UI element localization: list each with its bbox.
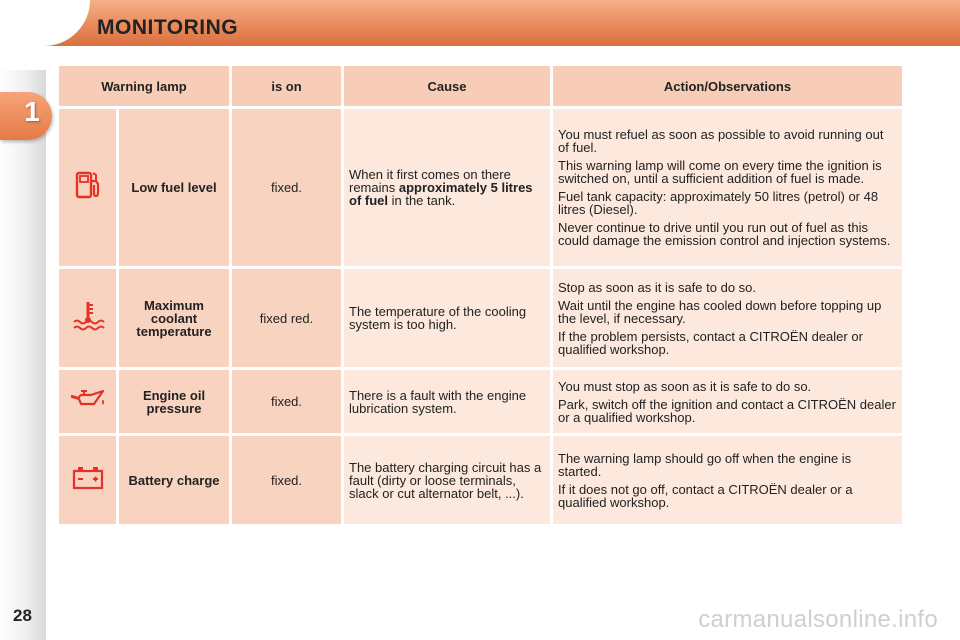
cause-text-post: in the tank. (388, 193, 456, 208)
lamp-name: Battery charge (119, 436, 229, 524)
cause-text (344, 109, 550, 266)
battery-icon (71, 478, 105, 495)
lamp-icon-cell (59, 109, 116, 266)
table-row (59, 109, 902, 266)
action-paragraph: You must stop as soon as it is safe to do so. (558, 378, 812, 394)
action-paragraph: Wait until the engine has cooled down before topping up the level, if necessary. (558, 297, 882, 326)
table-row (59, 269, 902, 367)
table-row (59, 436, 902, 524)
page-title: MONITORING (97, 16, 239, 39)
lamp-name: Maximum coolant temperature (119, 269, 229, 367)
is-on-value: fixed. (232, 109, 341, 266)
is-on-value: fixed. (232, 370, 341, 433)
action-paragraph: Never continue to drive until you run out of fuel as this could damage the emission control and injection systems. (558, 220, 891, 248)
chapter-number: 1 (24, 96, 40, 127)
cause-text-pre: When it first comes on there remains (349, 167, 511, 195)
fuel-pump-icon (71, 189, 105, 206)
action-text (553, 370, 902, 433)
coolant-temperature-icon (71, 320, 105, 337)
header-action: Action/Observations (553, 66, 902, 106)
header-cause: Cause (344, 66, 550, 106)
is-on-value: fixed. (232, 436, 341, 524)
table-row (59, 370, 902, 433)
action-text (553, 109, 902, 266)
action-text (553, 436, 902, 524)
action-paragraph: This warning lamp will come on every time the ignition is switched on, until a sufficient addition of fuel is made. (558, 158, 882, 186)
lamp-icon-cell (59, 269, 116, 367)
is-on-value: fixed red. (232, 269, 341, 367)
cause-text-bold: approximately 5 litres of fuel (349, 180, 533, 208)
header-warning-lamp: Warning lamp (59, 66, 229, 106)
lamp-name: Engine oil pressure (119, 370, 229, 433)
action-paragraph: Fuel tank capacity: approximately 50 litres (petrol) or 48 litres (Diesel). (558, 189, 879, 217)
header-is-on: is on (232, 66, 341, 106)
monitoring-table (56, 63, 905, 527)
cause-text: The temperature of the cooling system is too high. (344, 269, 550, 367)
cause-text: There is a fault with the engine lubrication system. (344, 370, 550, 433)
oil-can-icon (69, 399, 107, 416)
side-strip (0, 70, 46, 640)
cause-text: The battery charging circuit has a fault (dirty or loose terminals, slack or cut alternator belt, ...). (344, 436, 550, 524)
page-number: 28 (13, 606, 32, 625)
action-paragraph: If the problem persists, contact a CITROËN dealer or qualified workshop. (558, 328, 863, 357)
action-paragraph: Park, switch off the ignition and contact a CITROËN dealer or a qualified workshop. (558, 396, 896, 425)
lamp-icon-cell (59, 436, 116, 524)
action-text (553, 269, 902, 367)
action-paragraph: You must refuel as soon as possible to avoid running out of fuel. (558, 127, 884, 155)
table-header-row (59, 66, 902, 106)
action-paragraph: The warning lamp should go off when the engine is started. (558, 450, 852, 479)
lamp-icon-cell (59, 370, 116, 433)
action-paragraph: If it does not go off, contact a CITROËN dealer or a qualified workshop. (558, 481, 853, 510)
watermark: carmanualsonline.info (698, 606, 938, 633)
action-paragraph: Stop as soon as it is safe to do so. (558, 279, 757, 295)
lamp-name: Low fuel level (119, 109, 229, 266)
